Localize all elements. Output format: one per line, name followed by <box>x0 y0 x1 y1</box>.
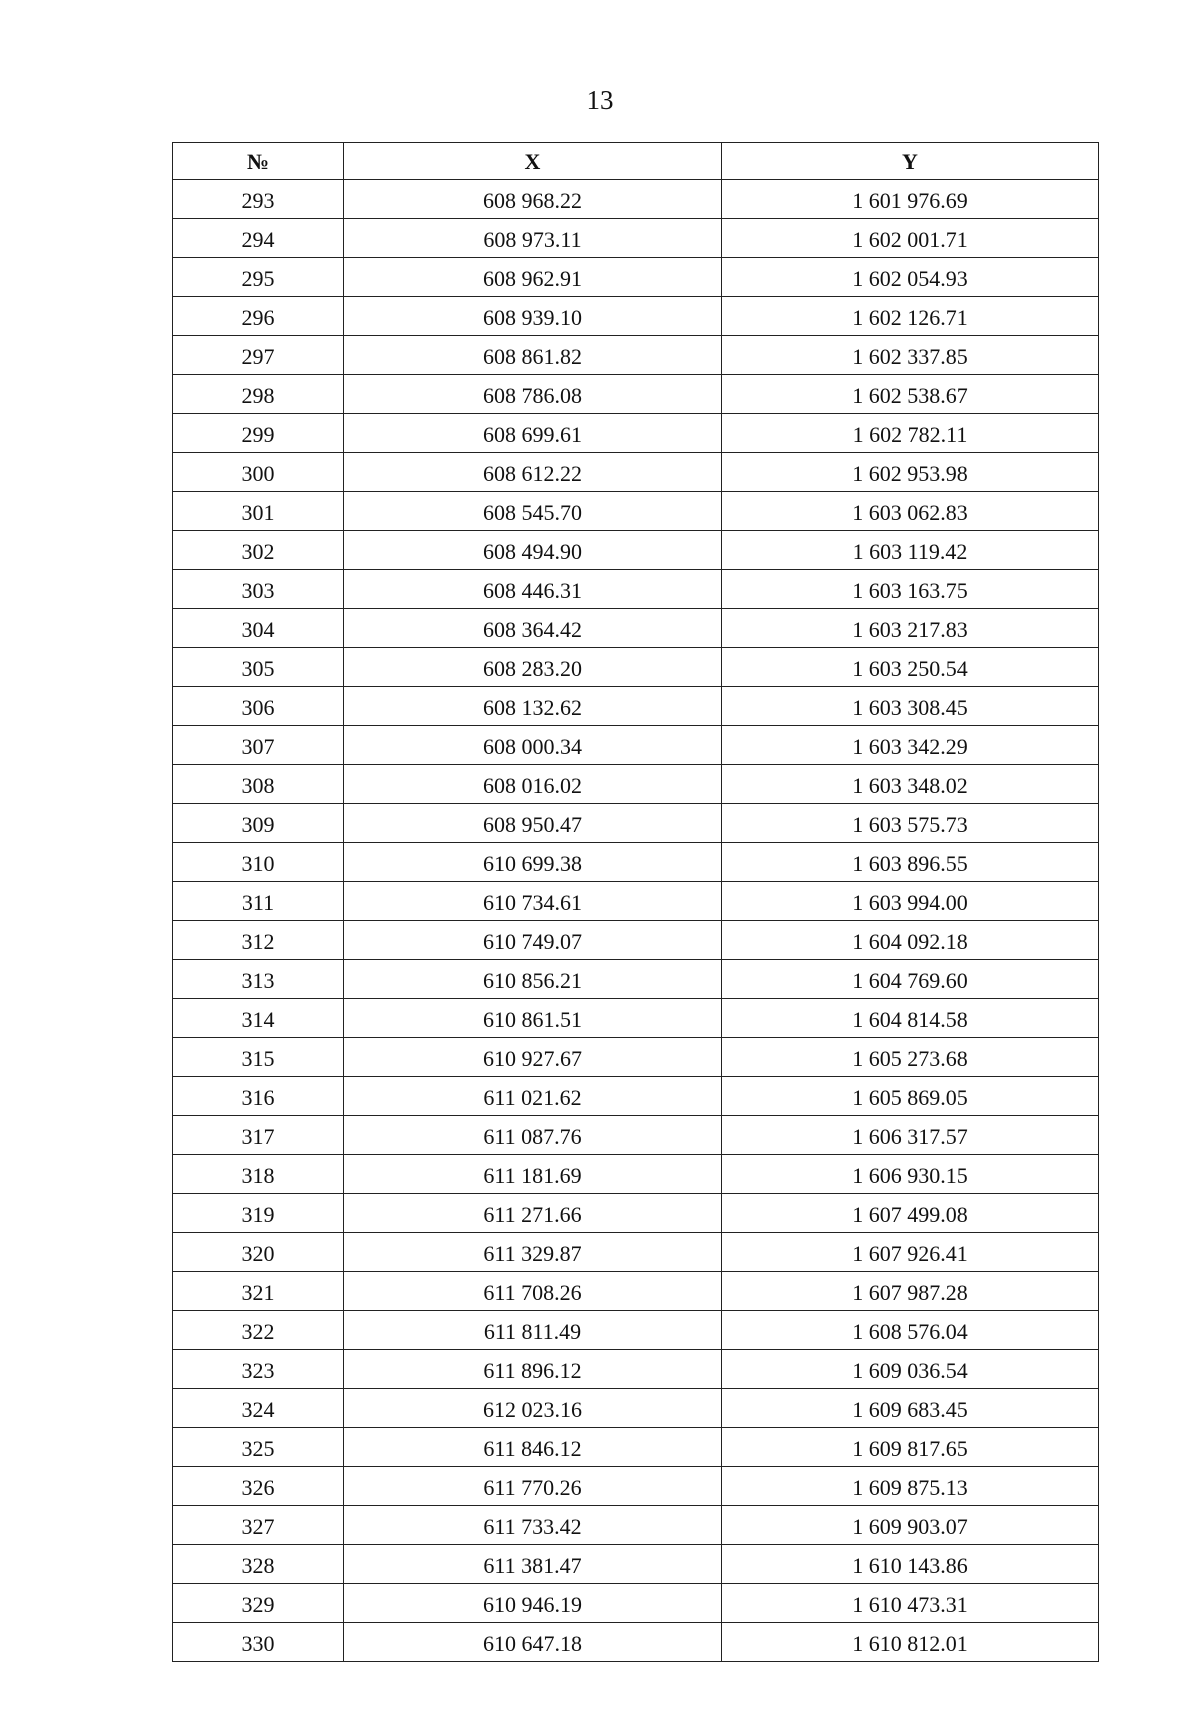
cell-y: 1 603 994.00 <box>722 882 1099 921</box>
cell-y: 1 606 930.15 <box>722 1155 1099 1194</box>
cell-number: 299 <box>173 414 344 453</box>
cell-y: 1 604 769.60 <box>722 960 1099 999</box>
table-row <box>173 1389 1099 1428</box>
cell-y: 1 605 273.68 <box>722 1038 1099 1077</box>
table-row <box>173 648 1099 687</box>
cell-x: 610 946.19 <box>344 1584 722 1623</box>
cell-y: 1 602 001.71 <box>722 219 1099 258</box>
table-row <box>173 219 1099 258</box>
cell-number: 316 <box>173 1077 344 1116</box>
cell-y: 1 609 817.65 <box>722 1428 1099 1467</box>
cell-y: 1 603 342.29 <box>722 726 1099 765</box>
cell-number: 313 <box>173 960 344 999</box>
cell-x: 608 446.31 <box>344 570 722 609</box>
cell-x: 608 962.91 <box>344 258 722 297</box>
cell-y: 1 605 869.05 <box>722 1077 1099 1116</box>
cell-y: 1 603 163.75 <box>722 570 1099 609</box>
cell-number: 320 <box>173 1233 344 1272</box>
cell-y: 1 606 317.57 <box>722 1116 1099 1155</box>
cell-x: 608 612.22 <box>344 453 722 492</box>
cell-x: 608 699.61 <box>344 414 722 453</box>
cell-x: 611 896.12 <box>344 1350 722 1389</box>
table-row <box>173 1545 1099 1584</box>
cell-number: 315 <box>173 1038 344 1077</box>
cell-x: 611 381.47 <box>344 1545 722 1584</box>
cell-number: 306 <box>173 687 344 726</box>
cell-x: 608 545.70 <box>344 492 722 531</box>
cell-y: 1 603 250.54 <box>722 648 1099 687</box>
cell-number: 300 <box>173 453 344 492</box>
cell-x: 610 647.18 <box>344 1623 722 1662</box>
table-row <box>173 1038 1099 1077</box>
cell-number: 328 <box>173 1545 344 1584</box>
cell-x: 608 000.34 <box>344 726 722 765</box>
cell-y: 1 603 348.02 <box>722 765 1099 804</box>
cell-y: 1 608 576.04 <box>722 1311 1099 1350</box>
cell-number: 322 <box>173 1311 344 1350</box>
cell-number: 318 <box>173 1155 344 1194</box>
cell-number: 323 <box>173 1350 344 1389</box>
cell-y: 1 603 308.45 <box>722 687 1099 726</box>
header-y: Y <box>722 143 1099 180</box>
table-row <box>173 843 1099 882</box>
cell-number: 319 <box>173 1194 344 1233</box>
cell-y: 1 609 036.54 <box>722 1350 1099 1389</box>
cell-y: 1 610 143.86 <box>722 1545 1099 1584</box>
cell-y: 1 602 782.11 <box>722 414 1099 453</box>
cell-y: 1 607 499.08 <box>722 1194 1099 1233</box>
cell-x: 611 811.49 <box>344 1311 722 1350</box>
cell-y: 1 603 896.55 <box>722 843 1099 882</box>
cell-y: 1 602 953.98 <box>722 453 1099 492</box>
cell-x: 611 021.62 <box>344 1077 722 1116</box>
cell-y: 1 607 926.41 <box>722 1233 1099 1272</box>
cell-number: 330 <box>173 1623 344 1662</box>
table-row <box>173 375 1099 414</box>
table-row <box>173 336 1099 375</box>
cell-number: 311 <box>173 882 344 921</box>
table-row <box>173 1194 1099 1233</box>
cell-number: 307 <box>173 726 344 765</box>
cell-y: 1 604 092.18 <box>722 921 1099 960</box>
cell-y: 1 602 337.85 <box>722 336 1099 375</box>
cell-x: 611 846.12 <box>344 1428 722 1467</box>
header-number: № <box>173 143 344 180</box>
cell-x: 610 749.07 <box>344 921 722 960</box>
cell-number: 321 <box>173 1272 344 1311</box>
table-row <box>173 414 1099 453</box>
cell-number: 297 <box>173 336 344 375</box>
cell-x: 608 950.47 <box>344 804 722 843</box>
cell-number: 301 <box>173 492 344 531</box>
table-row <box>173 492 1099 531</box>
cell-x: 608 968.22 <box>344 180 722 219</box>
table-row <box>173 297 1099 336</box>
header-x: X <box>344 143 722 180</box>
table-row <box>173 453 1099 492</box>
cell-x: 611 181.69 <box>344 1155 722 1194</box>
cell-y: 1 603 062.83 <box>722 492 1099 531</box>
cell-x: 608 861.82 <box>344 336 722 375</box>
cell-x: 610 861.51 <box>344 999 722 1038</box>
table-row <box>173 687 1099 726</box>
cell-number: 326 <box>173 1467 344 1506</box>
table-row <box>173 765 1099 804</box>
cell-y: 1 602 538.67 <box>722 375 1099 414</box>
cell-number: 294 <box>173 219 344 258</box>
cell-number: 317 <box>173 1116 344 1155</box>
table-row <box>173 960 1099 999</box>
table-header-row <box>173 143 1099 180</box>
cell-y: 1 604 814.58 <box>722 999 1099 1038</box>
table-row <box>173 609 1099 648</box>
cell-x: 610 927.67 <box>344 1038 722 1077</box>
table-row <box>173 726 1099 765</box>
coordinates-table <box>172 142 1099 1662</box>
cell-x: 611 271.66 <box>344 1194 722 1233</box>
cell-y: 1 607 987.28 <box>722 1272 1099 1311</box>
cell-number: 308 <box>173 765 344 804</box>
page-number: 13 <box>586 85 614 115</box>
cell-y: 1 602 054.93 <box>722 258 1099 297</box>
cell-x: 611 329.87 <box>344 1233 722 1272</box>
cell-x: 608 786.08 <box>344 375 722 414</box>
table-row <box>173 1233 1099 1272</box>
table-row <box>173 1311 1099 1350</box>
cell-number: 305 <box>173 648 344 687</box>
cell-y: 1 609 903.07 <box>722 1506 1099 1545</box>
cell-x: 610 856.21 <box>344 960 722 999</box>
cell-x: 610 734.61 <box>344 882 722 921</box>
cell-x: 608 132.62 <box>344 687 722 726</box>
cell-y: 1 601 976.69 <box>722 180 1099 219</box>
table-row <box>173 531 1099 570</box>
cell-number: 327 <box>173 1506 344 1545</box>
cell-number: 325 <box>173 1428 344 1467</box>
cell-number: 295 <box>173 258 344 297</box>
table-row <box>173 570 1099 609</box>
cell-number: 309 <box>173 804 344 843</box>
cell-number: 302 <box>173 531 344 570</box>
table-row <box>173 1467 1099 1506</box>
cell-number: 314 <box>173 999 344 1038</box>
cell-y: 1 610 812.01 <box>722 1623 1099 1662</box>
cell-number: 303 <box>173 570 344 609</box>
table-row <box>173 1506 1099 1545</box>
table-row <box>173 180 1099 219</box>
table-row <box>173 882 1099 921</box>
table-row <box>173 258 1099 297</box>
cell-number: 312 <box>173 921 344 960</box>
cell-x: 612 023.16 <box>344 1389 722 1428</box>
table-row <box>173 1623 1099 1662</box>
cell-number: 293 <box>173 180 344 219</box>
cell-y: 1 609 875.13 <box>722 1467 1099 1506</box>
cell-y: 1 610 473.31 <box>722 1584 1099 1623</box>
cell-x: 611 087.76 <box>344 1116 722 1155</box>
cell-x: 611 770.26 <box>344 1467 722 1506</box>
cell-x: 608 364.42 <box>344 609 722 648</box>
table-row <box>173 1584 1099 1623</box>
cell-x: 608 494.90 <box>344 531 722 570</box>
cell-y: 1 603 217.83 <box>722 609 1099 648</box>
table-row <box>173 1155 1099 1194</box>
table-row <box>173 804 1099 843</box>
cell-y: 1 603 575.73 <box>722 804 1099 843</box>
table-row <box>173 1116 1099 1155</box>
table-row <box>173 1077 1099 1116</box>
cell-x: 611 708.26 <box>344 1272 722 1311</box>
table-row <box>173 1350 1099 1389</box>
table-row <box>173 1272 1099 1311</box>
cell-number: 296 <box>173 297 344 336</box>
cell-number: 298 <box>173 375 344 414</box>
cell-number: 304 <box>173 609 344 648</box>
cell-x: 608 973.11 <box>344 219 722 258</box>
table-row <box>173 999 1099 1038</box>
cell-x: 608 016.02 <box>344 765 722 804</box>
cell-x: 608 939.10 <box>344 297 722 336</box>
table-row <box>173 1428 1099 1467</box>
cell-number: 329 <box>173 1584 344 1623</box>
cell-y: 1 609 683.45 <box>722 1389 1099 1428</box>
table-row <box>173 921 1099 960</box>
cell-x: 608 283.20 <box>344 648 722 687</box>
cell-number: 324 <box>173 1389 344 1428</box>
cell-x: 610 699.38 <box>344 843 722 882</box>
cell-x: 611 733.42 <box>344 1506 722 1545</box>
cell-y: 1 603 119.42 <box>722 531 1099 570</box>
cell-number: 310 <box>173 843 344 882</box>
cell-y: 1 602 126.71 <box>722 297 1099 336</box>
table-body <box>173 180 1099 1662</box>
